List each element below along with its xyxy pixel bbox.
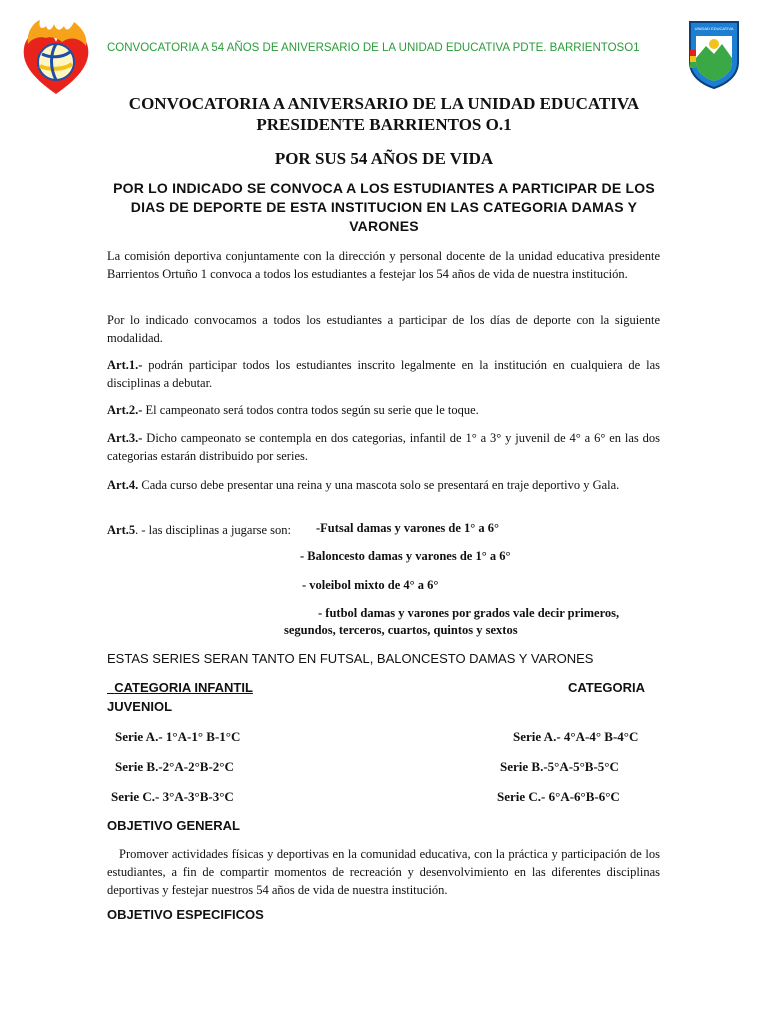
series-left-item: Serie B.-2°A-2°B-2°C <box>115 759 234 774</box>
article-label: Art.3 <box>107 431 136 445</box>
article-4 <box>107 476 660 494</box>
series-right-item: Serie C.- 6°A-6°B-6°C <box>497 789 620 804</box>
article-sep: .- <box>135 358 143 372</box>
intro-paragraph: La comisión deportiva conjuntamente con la dirección y personal docente de la unidad educativa presidente Barrientos Ortuño 1 convoca a todos los estudiantes a festejar los 54 años de vida de nuestra institución. <box>107 249 660 281</box>
article-3 <box>107 429 660 465</box>
article-text: Cada curso debe presentar una reina y una mascota solo se presentará en traje deportivo y Gala. <box>138 478 620 492</box>
objective-general-title: OBJETIVO GENERAL <box>107 818 240 833</box>
modality-paragraph: Por lo indicado convocamos a todos los estudiantes a participar de los días de deporte con la siguiente modalidad. <box>107 313 660 345</box>
discipline-item: - voleibol mixto de 4° a 6° <box>302 578 439 592</box>
category-juvenil-heading: JUVENIOL <box>107 699 173 714</box>
heart-flame-volleyball-icon <box>20 18 92 98</box>
article-label: Art.2 <box>107 403 136 417</box>
main-title <box>0 93 768 135</box>
series-right-item: Serie B.-5°A-5°B-5°C <box>500 759 619 774</box>
discipline-item: segundos, terceros, cuartos, quintos y sextos <box>284 623 518 637</box>
main-title-line1: CONVOCATORIA A ANIVERSARIO DE LA UNIDAD EDUCATIVA <box>128 94 640 113</box>
article-label: Art.1 <box>107 358 136 372</box>
article-label: Art.4 <box>107 478 136 492</box>
article-1 <box>107 356 660 392</box>
discipline-item: -Futsal damas y varones de 1° a 6° <box>316 521 500 535</box>
objective-specific-title: OBJETIVO ESPECIFICOS <box>107 907 264 922</box>
article-5 <box>107 521 327 539</box>
category-right-heading: CATEGORIA <box>568 680 646 695</box>
school-shield-crest-icon <box>686 18 742 90</box>
objective-general-text: Promover actividades físicas y deportivas en la comunidad educativa, con la práctica y participación de los estudiantes, a fin de compartir momentos de recreación y desenvolvimiento en las diferentes disciplinas deportivas y festejar nuestros 54 años de vida de nuestra institución. <box>107 847 660 897</box>
article-text: Dicho campeonato se contempla en dos categorias, infantil de 1° a 3° y juvenil de 4° a 6° en las dos categorias estarán distribuido por series. <box>107 431 660 463</box>
call-heading: POR LO INDICADO SE CONVOCA A LOS ESTUDIANTES A PARTICIPAR DE LOS DIAS DE DEPORTE DE ESTA INSTITUCION EN LAS CATEGORIA DAMAS Y VARONES <box>113 180 655 234</box>
main-title-line2: PRESIDENTE BARRIENTOS O.1 <box>256 115 512 134</box>
series-right-item: Serie A.- 4°A-4° B-4°C <box>513 729 639 744</box>
series-left-item: Serie C.- 3°A-3°B-3°C <box>111 789 234 804</box>
article-sep: .- <box>135 431 143 445</box>
category-infantil-heading <box>107 680 253 695</box>
article-sep: .- <box>135 403 143 417</box>
crest-label: UNIDAD EDUCATIVA <box>694 26 734 31</box>
article-sep: . <box>135 523 139 537</box>
article-2 <box>107 401 660 419</box>
article-label: Art.5 <box>107 523 136 537</box>
category-infantil-label: CATEGORIA INFANTIL <box>114 680 253 695</box>
article-text: El campeonato será todos contra todos según su serie que le toque. <box>142 403 479 417</box>
article-text: - las disciplinas a jugarse son: <box>138 523 291 537</box>
series-left-item: Serie A.- 1°A-1° B-1°C <box>115 729 241 744</box>
series-note: ESTAS SERIES SERAN TANTO EN FUTSAL, BALONCESTO DAMAS Y VARONES <box>107 651 594 666</box>
article-sep: . <box>135 478 139 492</box>
article-text: podrán participar todos los estudiantes inscrito legalmente en la institución en cualquiera de las disciplinas a debutar. <box>107 358 660 390</box>
discipline-item: - futbol damas y varones por grados vale decir primeros, <box>318 606 620 620</box>
subtitle: POR SUS 54 AÑOS DE VIDA <box>274 149 494 168</box>
discipline-item: - Baloncesto damas y varones de 1° a 6° <box>300 549 511 563</box>
header-title: CONVOCATORIA A 54 AÑOS DE ANIVERSARIO DE LA UNIDAD EDUCATIVA PDTE. BARRIENTOSO1 <box>107 42 640 54</box>
